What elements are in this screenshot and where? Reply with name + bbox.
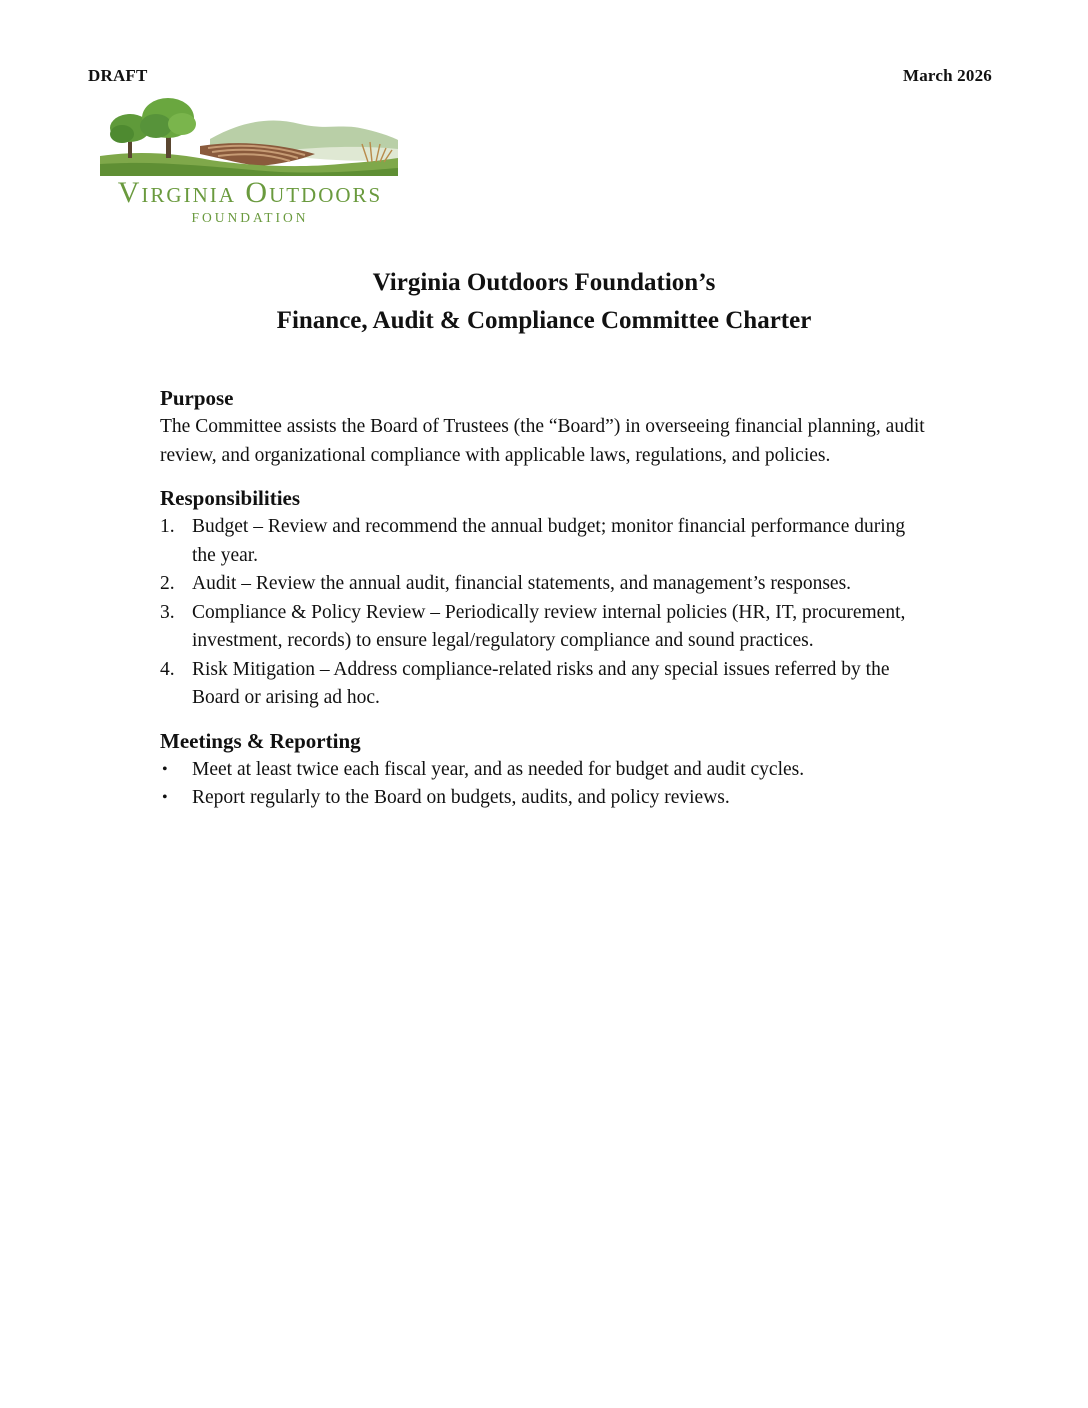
responsibilities-heading: Responsibilities xyxy=(160,486,301,510)
landscape-illustration xyxy=(100,94,400,176)
item-number: 4. xyxy=(160,658,175,680)
bullet-icon: • xyxy=(162,789,168,806)
bullet-icon: • xyxy=(162,760,168,778)
meetings-heading: Meetings & Reporting xyxy=(160,728,361,753)
list-item xyxy=(160,656,930,713)
item-text: Risk Mitigation – Address compliance-related risks and any special issues referred by the Board or arising ad hoc. xyxy=(192,658,890,708)
meetings-list xyxy=(160,756,930,813)
logo-wordmark: Virginia Outdoors xyxy=(117,176,383,209)
item-number: 1. xyxy=(160,516,175,537)
purpose-heading: Purpose xyxy=(160,386,234,410)
item-text: Compliance & Policy Review – Periodically review internal policies (HR, IT, procurement, investment, records) to ensure legal/regulatory compliance and sound practices. xyxy=(192,601,906,651)
list-item xyxy=(160,570,930,599)
logo-subtitle: FOUNDATION xyxy=(191,210,309,225)
item-text: Report regularly to the Board on budgets, audits, and policy reviews. xyxy=(192,787,730,808)
document-title-line-2: Finance, Audit & Compliance Committee Charter xyxy=(276,307,812,334)
foundation-logo xyxy=(100,94,400,230)
list-item xyxy=(160,599,930,656)
list-item xyxy=(160,513,930,570)
item-number: 2. xyxy=(160,573,175,594)
item-number: 3. xyxy=(160,601,175,623)
draft-label: DRAFT xyxy=(88,66,148,85)
item-text: Budget – Review and recommend the annual budget; monitor financial performance during the year. xyxy=(192,516,906,566)
responsibilities-list xyxy=(160,513,930,713)
item-text: Meet at least twice each fiscal year, and as needed for budget and audit cycles. xyxy=(192,758,805,780)
item-text: Audit – Review the annual audit, financial statements, and management’s responses. xyxy=(192,573,852,594)
charter-body xyxy=(160,383,930,813)
purpose-text: The Committee assists the Board of Trustees (the “Board”) in overseeing financial planning, audit review, and organizational compliance with applicable laws, regulations, and policies. xyxy=(160,416,925,466)
list-item xyxy=(160,784,930,813)
list-item xyxy=(160,756,930,785)
date-label: March 2026 xyxy=(902,66,992,85)
document-title-line-1: Virginia Outdoors Foundation’s xyxy=(372,269,716,296)
